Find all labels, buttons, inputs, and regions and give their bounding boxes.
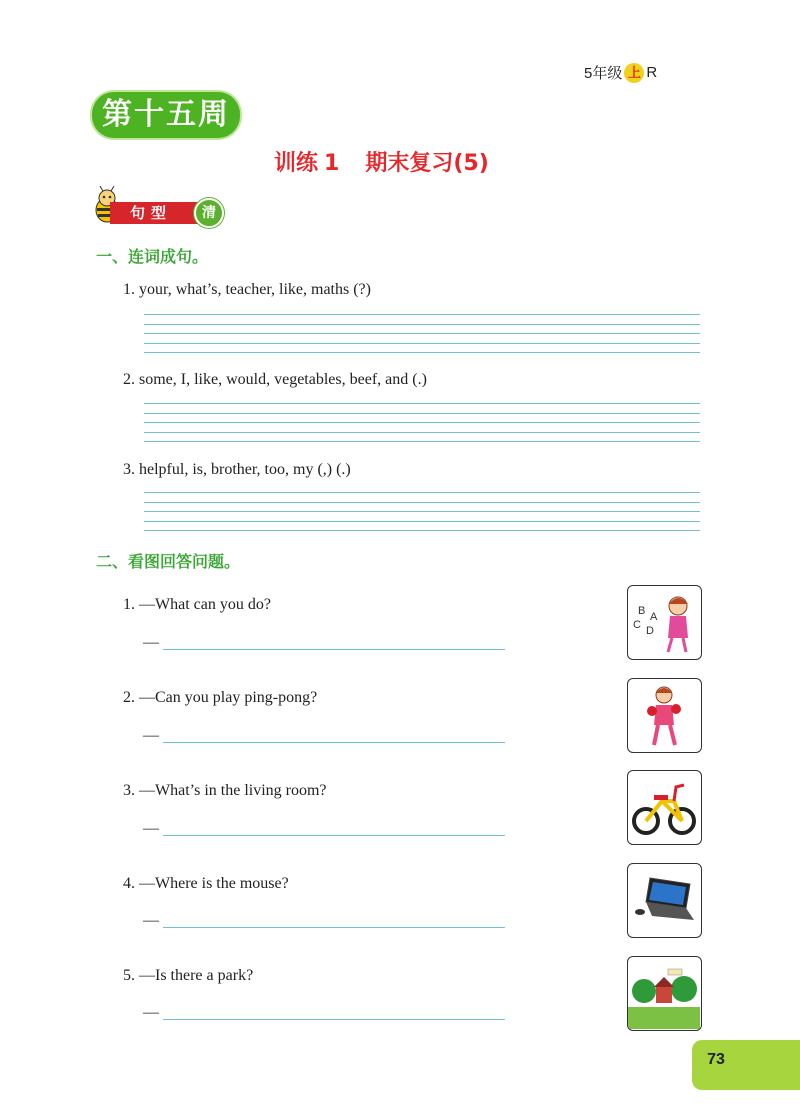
laptop-picture bbox=[627, 863, 702, 938]
part1-question-3: 3. helpful, is, brother, too, my (,) (.) bbox=[123, 461, 351, 478]
part2-question-5: 5. —Is there a park? bbox=[123, 967, 254, 984]
svg-text:A: A bbox=[650, 611, 658, 623]
part1-question-2: 2. some, I, like, would, vegetables, beef, and (.) bbox=[123, 371, 427, 388]
answer-line-1[interactable]: — bbox=[143, 634, 159, 652]
girl-boxing-picture bbox=[627, 678, 702, 753]
part1-question-1: 1. your, what’s, teacher, like, maths (?) bbox=[123, 281, 371, 298]
grade-label: 5年级 上 R bbox=[584, 64, 658, 82]
week-badge: 第十五周 bbox=[92, 92, 240, 138]
lesson-title: 训练 1 期末复习(5) bbox=[274, 151, 489, 176]
part2-question-3: 3. —What’s in the living room? bbox=[123, 782, 327, 799]
svg-text:B: B bbox=[638, 605, 646, 617]
svg-text:C: C bbox=[633, 619, 641, 631]
girl-singing-icon bbox=[628, 586, 700, 658]
part2-question-2: 2. —Can you play ping-pong? bbox=[123, 689, 318, 706]
park-picture bbox=[627, 956, 702, 1031]
bike-icon bbox=[628, 771, 700, 843]
page-number: 73 bbox=[692, 1040, 800, 1090]
answer-line-2[interactable]: — bbox=[143, 727, 159, 745]
writing-lines-1[interactable] bbox=[144, 314, 700, 362]
part2-question-4: 4. —Where is the mouse? bbox=[123, 875, 289, 892]
girl-boxing-icon bbox=[628, 679, 700, 751]
term-badge: 上 bbox=[624, 63, 644, 83]
svg-text:D: D bbox=[646, 625, 654, 637]
qing-badge: 清 bbox=[194, 198, 224, 228]
answer-line-4[interactable]: — bbox=[143, 912, 159, 930]
laptop-mouse-icon bbox=[628, 864, 700, 936]
answer-line-3[interactable]: — bbox=[143, 820, 159, 838]
girl-singing-picture bbox=[627, 585, 702, 660]
park-icon bbox=[628, 957, 700, 1029]
writing-lines-2[interactable] bbox=[144, 403, 700, 451]
writing-lines-3[interactable] bbox=[144, 492, 700, 540]
answer-line-5[interactable]: — bbox=[143, 1004, 159, 1022]
part1-heading: 一、连词成句。 bbox=[96, 247, 209, 266]
section-banner: 句型 清 bbox=[110, 202, 216, 224]
bike-picture bbox=[627, 770, 702, 845]
part2-heading: 二、看图回答问题。 bbox=[96, 552, 241, 571]
part2-question-1: 1. —What can you do? bbox=[123, 596, 271, 613]
